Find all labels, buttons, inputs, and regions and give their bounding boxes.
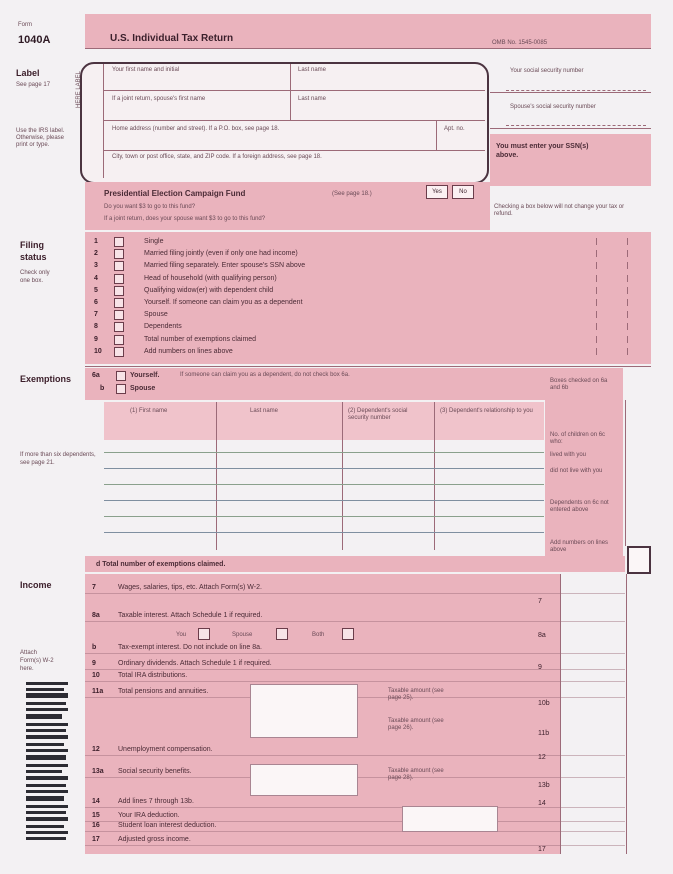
label-side-note: Use the IRS label. Otherwise, please print or type. — [16, 128, 65, 148]
last-name-field[interactable]: Last name — [298, 67, 327, 73]
income-line-text: Add lines 7 through 13b. — [118, 798, 194, 805]
income-line-number: 12 — [92, 746, 100, 753]
income-line-text: Adjusted gross income. — [118, 836, 191, 843]
income-line-text: Unemployment compensation. — [118, 746, 213, 753]
ssb-amount-box[interactable] — [250, 764, 358, 796]
filing-status-checkbox[interactable] — [114, 335, 124, 345]
income-amount-field[interactable] — [562, 662, 624, 673]
dep-col-line — [434, 402, 435, 550]
filing-status-checkbox[interactable] — [114, 347, 124, 357]
apt-field[interactable]: Apt. no. — [444, 126, 465, 132]
filing-status-text: Dependents — [144, 323, 182, 331]
filing-status-right-box — [596, 323, 628, 330]
checkbox-6b[interactable] — [116, 384, 126, 394]
campaign-no-box[interactable] — [452, 185, 474, 199]
filing-status-text: Spouse — [144, 311, 168, 319]
ssn-row-line — [490, 92, 651, 93]
barcode-image — [26, 682, 68, 842]
income-amount-line-number: 7 — [538, 598, 542, 605]
dependent-row[interactable] — [104, 532, 544, 533]
filing-status-label-3: Check only — [20, 270, 50, 276]
dependent-row[interactable] — [104, 468, 544, 469]
important-text: You must enter your SSN(s) above. — [496, 143, 589, 159]
dependent-row[interactable] — [104, 500, 544, 501]
dependent-row[interactable] — [104, 516, 544, 517]
filing-status-right-box — [596, 238, 628, 245]
filing-status-number: 7 — [94, 311, 98, 319]
filing-status-label-4: one box. — [20, 278, 44, 284]
first-name-field[interactable]: Your first name and initial — [112, 67, 180, 73]
omb-note: OMB No. 1545-0085 — [492, 40, 548, 46]
filing-status-checkbox[interactable] — [114, 274, 124, 284]
income-line-number: 13a — [92, 768, 104, 775]
form-title: U.S. Individual Tax Return — [110, 33, 234, 44]
filing-status-number: 4 — [94, 274, 98, 282]
income-amount-field[interactable] — [562, 844, 624, 855]
dependents-left-note-2: see page 21. — [20, 460, 55, 466]
income-amount-col — [560, 574, 561, 854]
checkbox-6a[interactable] — [116, 371, 126, 381]
filing-status-checkbox[interactable] — [114, 310, 124, 320]
right-label-1: Taxable amount (see page 25). — [388, 688, 444, 701]
income-line-number: 7 — [92, 584, 96, 591]
you-label: You — [176, 632, 187, 638]
filing-status-number: 5 — [94, 286, 98, 294]
ira-deduction-box[interactable] — [402, 806, 498, 832]
campaign-no-label: No — [459, 189, 467, 195]
both-label: Both — [312, 632, 325, 638]
form-label: Form — [18, 22, 32, 28]
campaign-yes-label: Yes — [432, 189, 442, 195]
income-line-text: Total IRA distributions. — [118, 672, 188, 679]
right-label-3: Taxable amount (see page 28). — [388, 768, 444, 781]
income-label-1: Income — [20, 580, 52, 590]
income-line-number: 10 — [92, 672, 100, 679]
income-line-number: 17 — [92, 836, 100, 843]
home-address-field[interactable]: Home address (number and street). If a P.O. box, see page 18. — [112, 126, 280, 132]
income-line-number: 11a — [92, 688, 104, 695]
form-number: 1040A — [18, 34, 51, 46]
you-checkbox[interactable] — [198, 628, 210, 640]
filing-status-right-box — [596, 311, 628, 318]
filing-status-checkbox[interactable] — [114, 261, 124, 271]
income-line-number: b — [92, 644, 97, 651]
dep-col-header-2: Last name — [250, 408, 279, 414]
income-amount-field[interactable] — [562, 630, 624, 641]
campaign-line-2: If a joint return, does your spouse want $3 to go to this fund? — [104, 216, 266, 222]
income-amount-field[interactable] — [562, 698, 624, 709]
city-field[interactable]: City, town or post office, state, and ZIP code. If a foreign address, see page 18. — [112, 154, 322, 160]
filing-status-text: Add numbers on lines above — [144, 347, 233, 355]
filing-status-right-box — [596, 275, 628, 282]
line-6a-label: Yourself. — [130, 372, 160, 379]
filing-status-right-box — [596, 250, 628, 257]
label-row-line — [103, 150, 485, 151]
label-row-line — [103, 90, 485, 91]
income-line-d: d Total number of exemptions claimed. — [96, 561, 226, 568]
campaign-line-1: Do you want $3 to go to this fund? — [104, 204, 196, 210]
income-row-rule — [85, 653, 625, 654]
line-6a-text: If someone can claim you as a dependent, do not check box 6a. — [180, 372, 350, 378]
income-cents-col — [626, 574, 627, 854]
label-col-line — [290, 64, 291, 120]
filing-status-label-1: Filing — [20, 240, 44, 250]
income-line-number: 16 — [92, 822, 100, 829]
dep-col-line — [342, 402, 343, 550]
filing-status-right-box — [596, 262, 628, 269]
income-row-rule — [85, 669, 625, 670]
line-6b-label: Spouse — [130, 385, 156, 392]
section-divider — [85, 366, 651, 367]
filing-status-text: Single — [144, 238, 164, 245]
income-label-2: Attach — [20, 650, 38, 656]
dep-col-header-4: (3) Dependent's relationship to you — [440, 408, 533, 414]
dep-col-header-1: (1) First name — [130, 408, 168, 414]
filing-status-text: Yourself. If someone can claim you as a dependent — [144, 299, 303, 306]
filing-status-right-box — [596, 287, 628, 294]
filing-status-text: Married filing separately. Enter spouse's SSN above — [144, 262, 306, 270]
filing-status-text: Qualifying widow(er) with dependent child — [144, 286, 274, 294]
income-line-text: Taxable interest. Attach Schedule 1 if required. — [118, 612, 263, 619]
income-amount-field[interactable] — [562, 596, 624, 607]
spouse-ssn-field[interactable] — [506, 113, 646, 126]
income-line-text: Tax-exempt interest. Do not include on line 8a. — [118, 644, 262, 651]
dependents-left-note-1: If more than six dependents, — [20, 452, 96, 458]
income-line-text: Ordinary dividends. Attach Schedule 1 if required. — [118, 660, 272, 667]
spouse-last-name-field[interactable]: Last name — [298, 96, 327, 102]
campaign-title-note: (See page 18.) — [332, 191, 372, 197]
filing-status-number: 6 — [94, 299, 98, 306]
filing-status-number: 3 — [94, 262, 98, 270]
income-amount-field[interactable] — [562, 728, 624, 739]
dependent-row[interactable] — [104, 452, 544, 453]
income-line-text: Student loan interest deduction. — [118, 822, 217, 829]
label-row-line — [103, 120, 485, 121]
spouse-ssn-label: Spouse's social security number — [510, 104, 596, 110]
filing-status-text: Married filing jointly (even if only one had income) — [144, 250, 298, 258]
filing-status-checkbox[interactable] — [114, 237, 124, 247]
dep-col-header-3: (2) Dependent's social security number — [348, 408, 408, 421]
income-row-rule — [85, 621, 625, 622]
dependent-row[interactable] — [104, 484, 544, 485]
income-amount-line-number: 11b — [538, 730, 550, 737]
address-label-frame — [80, 62, 489, 184]
ssn-row-line — [490, 128, 651, 129]
side-box-4: did not live with you — [550, 468, 603, 474]
ssn-label: Your social security number — [510, 68, 584, 74]
filing-status-checkbox[interactable] — [114, 298, 124, 308]
income-label-3: Form(s) W-2 — [20, 658, 54, 664]
side-box-5: Dependents on 6c not entered above — [550, 500, 609, 513]
income-row-rule — [85, 807, 625, 808]
filing-status-text: Total number of exemptions claimed — [144, 335, 257, 343]
side-tick-col — [625, 400, 626, 546]
income-row-rule — [85, 593, 625, 594]
filing-status-number: 9 — [94, 335, 98, 343]
privacy-note: Checking a box below will not change your tax or refund. — [494, 204, 625, 217]
side-box-1: Boxes checked on 6a and 6b — [550, 378, 608, 391]
income-line-number: 15 — [92, 812, 100, 819]
income-line-text: Your IRA deduction. — [118, 812, 180, 819]
income-line-number: 14 — [92, 798, 100, 805]
filing-status-checkbox[interactable] — [114, 249, 124, 259]
campaign-title: Presidential Election Campaign Fund — [104, 189, 246, 198]
income-amount-line-number: 17 — [538, 846, 546, 853]
income-row-rule — [85, 831, 625, 832]
label-col-line — [103, 64, 104, 178]
income-amount-line-number: 8a — [538, 632, 546, 639]
filing-status-right-box — [596, 299, 628, 306]
income-line-number: 8a — [92, 612, 100, 619]
exemptions-label: Exemptions — [20, 374, 72, 384]
income-amount-line-number: 14 — [538, 800, 546, 807]
spouse-name-field[interactable]: If a joint return, spouse's first name — [112, 96, 206, 102]
right-label-2: Taxable amount (see page 26). — [388, 718, 444, 731]
filing-status-number: 10 — [94, 347, 102, 355]
label-vertical-text: HERE LABEL — [76, 70, 82, 108]
ssn-row-line — [490, 48, 651, 49]
both-checkbox[interactable] — [342, 628, 354, 640]
label-section-title: Label — [16, 68, 40, 78]
income-line-text: Social security benefits. — [118, 768, 192, 775]
income-amount-line-number: 10b — [538, 700, 550, 707]
spouse-label: Spouse — [232, 632, 253, 638]
dep-col-line — [216, 402, 217, 550]
ssn-field[interactable] — [506, 78, 646, 91]
spouse-checkbox[interactable] — [276, 628, 288, 640]
income-amount-line-number: 12 — [538, 754, 546, 761]
label-col-line — [436, 120, 437, 150]
income-line-text: Total pensions and annuities. — [118, 688, 209, 695]
income-amount-line-number: 13b — [538, 782, 550, 789]
filing-status-right-box — [596, 348, 628, 355]
filing-status-number: 8 — [94, 323, 98, 331]
side-box-3: lived with you — [550, 452, 587, 458]
income-label-4: here. — [20, 666, 34, 672]
filing-status-right-box — [596, 336, 628, 343]
income-line-number: 9 — [92, 660, 96, 667]
income-amount-line-number: 9 — [538, 664, 542, 671]
side-box-6: Add numbers on lines above — [550, 540, 609, 553]
filing-status-label-2: status — [20, 252, 47, 262]
line-6a-number: 6a — [92, 372, 100, 379]
income-amount-field[interactable] — [562, 780, 624, 791]
income-amount-field[interactable] — [562, 798, 624, 809]
filing-status-text: Head of household (with qualifying person) — [144, 274, 277, 282]
filing-status-checkbox[interactable] — [114, 286, 124, 296]
side-box-2: No. of children on 6c who: — [550, 432, 606, 445]
filing-status-number: 2 — [94, 250, 98, 258]
income-row-rule — [85, 681, 625, 682]
campaign-yes-box[interactable] — [426, 185, 448, 199]
filing-status-number: 1 — [94, 238, 98, 245]
income-amount-field[interactable] — [562, 752, 624, 763]
label-section-sub: See page 17 — [16, 82, 51, 88]
filing-status-checkbox[interactable] — [114, 322, 124, 332]
exemptions-total-box[interactable] — [627, 546, 651, 574]
pension-amount-box[interactable] — [250, 684, 358, 738]
income-line-text: Wages, salaries, tips, etc. Attach Form(s) W-2. — [118, 584, 262, 591]
line-6b-number: b — [100, 385, 105, 392]
